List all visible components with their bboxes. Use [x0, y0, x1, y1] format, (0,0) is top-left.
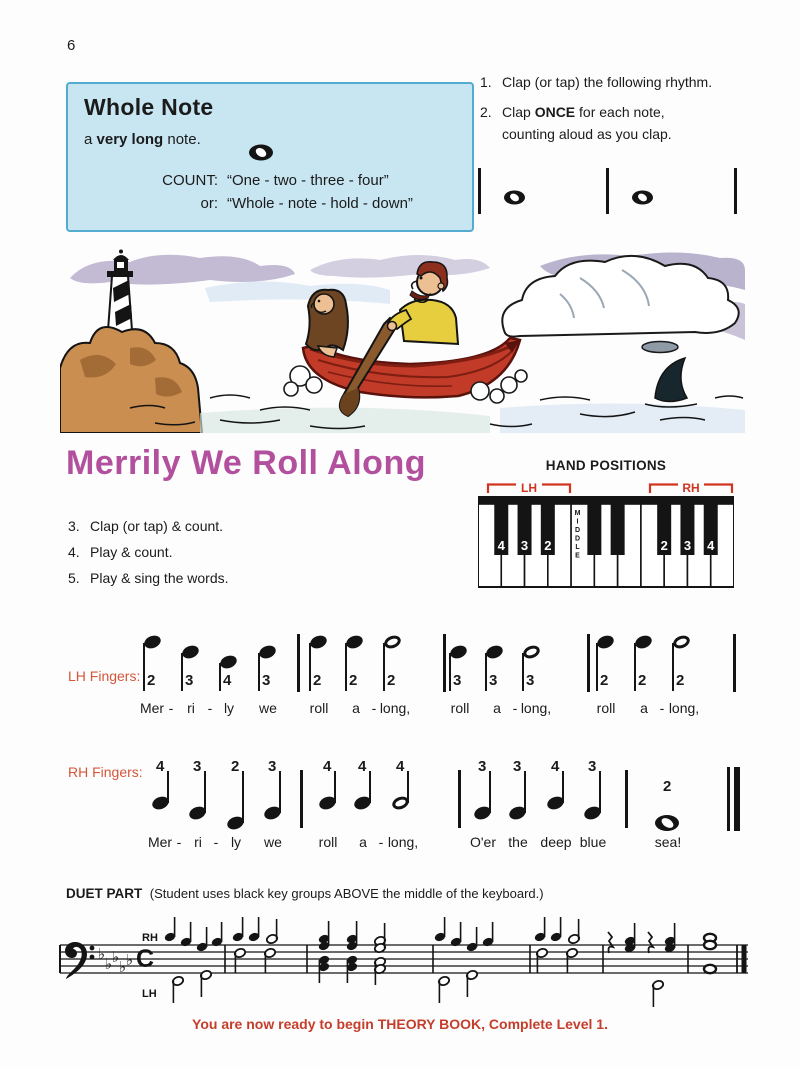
rocks [60, 327, 202, 433]
barline [606, 168, 609, 214]
lyric-syllable: a [493, 700, 501, 716]
finger-number: 2 [147, 672, 156, 689]
lyric-syllable: deep [540, 834, 572, 850]
note-stem [258, 653, 260, 691]
finger-number: 2 [663, 778, 672, 795]
finger-number: 3 [489, 672, 498, 689]
finger-number: 3 [268, 758, 277, 775]
finger-number: 3 [185, 672, 194, 689]
note-stem [279, 771, 281, 813]
note-stem [143, 643, 145, 691]
note-stem [485, 653, 487, 691]
rowboat-illustration [60, 248, 745, 433]
keyboard-diagram [478, 480, 734, 594]
lyric-syllable: ly [223, 700, 235, 716]
step-2-number: 2. [480, 104, 492, 120]
note-stem [634, 643, 636, 691]
note-stem [181, 653, 183, 691]
duet-part-label: DUET PART [66, 886, 143, 901]
lyric-syllable: the [508, 834, 528, 850]
lyric-syllable: roll [309, 700, 329, 716]
whole-note-info-box [66, 82, 474, 232]
duet-lh-label: LH [142, 988, 157, 1000]
barline [297, 634, 300, 692]
whole-note-icon [248, 144, 274, 166]
barline [458, 770, 461, 828]
whole-note-icon [503, 190, 526, 210]
lyric-syllable: we [259, 700, 277, 716]
lyric-syllable: roll [450, 700, 470, 716]
lyric-syllable: long, [379, 700, 411, 716]
staff-lines [60, 945, 748, 973]
finger-number: 3 [526, 672, 535, 689]
or-text: “Whole - note - hold - down” [227, 195, 413, 212]
note-stem [204, 771, 206, 813]
finger-number: 4 [156, 758, 165, 775]
cloud-shape [310, 255, 490, 278]
hand-positions-title: HAND POSITIONS [545, 458, 667, 473]
barline [734, 168, 737, 214]
lyric-syllable: roll [318, 834, 338, 850]
svg-text:♭: ♭ [105, 956, 113, 973]
barline [478, 168, 481, 214]
lyric-syllable: blue [579, 834, 607, 850]
finger-number: 4 [358, 758, 367, 775]
step-4-text: Play & count. [90, 544, 173, 560]
info-box-subtitle: a very long note. [84, 131, 201, 148]
lyric-syllable: a [640, 700, 648, 716]
note-stem [522, 653, 524, 691]
final-barline-thin [727, 767, 730, 831]
key-signature-flats [98, 946, 133, 976]
note-stem [672, 643, 674, 691]
final-barline-thick [734, 767, 740, 831]
footer-note: You are now ready to begin THEORY BOOK, Complete Level 1. [192, 1016, 608, 1032]
note-stem [309, 643, 311, 691]
note-stem [489, 771, 491, 813]
note-stem [599, 771, 601, 813]
finger-number: 4 [551, 758, 560, 775]
step-2-line2: counting aloud as you clap. [502, 126, 672, 142]
water-tint [500, 403, 745, 433]
note-stem [383, 643, 385, 691]
lyric-syllable: O'er [469, 834, 497, 850]
note-stem [407, 771, 409, 803]
svg-text:♭: ♭ [112, 949, 120, 966]
note-stem [219, 663, 221, 691]
quarter-rest-icon [608, 932, 613, 953]
count-row [68, 172, 472, 189]
song-title: Merrily We Roll Along [66, 444, 426, 482]
woman-figure [306, 290, 348, 357]
cloud-shape [70, 255, 295, 285]
finger-number: 2 [313, 672, 322, 689]
lyric-syllable: - [207, 700, 213, 716]
or-label: or: [200, 195, 218, 212]
lyric-syllable: we [264, 834, 282, 850]
svg-text:3: 3 [683, 538, 692, 553]
svg-text:♭: ♭ [119, 959, 127, 976]
lh-fingers-label: LH Fingers: [68, 668, 141, 684]
lyric-syllable: - [213, 834, 219, 850]
finger-number: 4 [223, 672, 232, 689]
step-2-text: Clap ONCE for each note, [502, 104, 665, 120]
finger-number: 4 [396, 758, 405, 775]
or-row [68, 195, 472, 212]
step-3-number: 3. [68, 518, 80, 534]
lyric-syllable: - [378, 834, 384, 850]
lyric-syllable: - [176, 834, 182, 850]
step-1-text: Clap (or tap) the following rhythm. [502, 74, 713, 90]
rh-fingers-label: RH Fingers: [68, 764, 143, 780]
lh-bracket-label: LH [521, 481, 537, 495]
duet-rh-label: RH [142, 932, 158, 944]
note-stem [334, 771, 336, 803]
lyric-syllable: Mer [139, 700, 165, 716]
count-text: “One - two - three - four” [227, 172, 389, 189]
barline [587, 634, 590, 692]
lyric-syllable: - [371, 700, 377, 716]
step-5-number: 5. [68, 570, 80, 586]
note-stem [167, 771, 169, 803]
barline [733, 634, 736, 692]
finger-number: 2 [349, 672, 358, 689]
lyric-syllable: long, [668, 700, 700, 716]
svg-text:2: 2 [544, 538, 552, 553]
info-box-title: Whole Note [84, 94, 214, 120]
lyric-syllable: - [168, 700, 174, 716]
note-stem [449, 653, 451, 691]
lyric-syllable: a [359, 834, 367, 850]
note-stem [345, 643, 347, 691]
duet-staff [58, 905, 753, 1015]
finger-number: 2 [231, 758, 240, 775]
svg-text:4: 4 [497, 538, 505, 553]
step-3-text: Clap (or tap) & count. [90, 518, 224, 534]
duet-part-note: (Student uses black key groups ABOVE the middle of the keyboard.) [149, 886, 544, 901]
svg-text:♭: ♭ [126, 952, 134, 969]
svg-text:2: 2 [660, 538, 668, 553]
middle-c-label: MIDDLE [574, 510, 581, 561]
page-number: 6 [67, 37, 76, 54]
note-stem [242, 771, 244, 823]
lyric-syllable: roll [596, 700, 616, 716]
lyric-syllable: sea! [654, 834, 682, 850]
finger-number: 2 [676, 672, 685, 689]
whole-note-head [704, 941, 716, 949]
note-stem [562, 771, 564, 803]
finger-number: 3 [453, 672, 462, 689]
note-stem [596, 643, 598, 691]
quarter-rest-icon [648, 932, 653, 953]
barline [300, 770, 303, 828]
time-signature: C [136, 945, 155, 973]
duet-notes [164, 917, 716, 1007]
sky-wash [205, 281, 390, 304]
lyric-syllable: ri [187, 700, 195, 716]
lyric-syllable: - [512, 700, 518, 716]
rh-bracket-label: RH [682, 481, 700, 495]
duet-part-heading [66, 886, 544, 901]
lyric-syllable: a [352, 700, 360, 716]
finger-number: 2 [387, 672, 396, 689]
step-4 [68, 544, 173, 560]
lyric-syllable: long, [387, 834, 419, 850]
whole-note-icon [631, 190, 654, 210]
step-3 [68, 518, 223, 534]
lyric-syllable: Mer [147, 834, 173, 850]
lyric-syllable: ly [230, 834, 242, 850]
finger-number: 3 [262, 672, 271, 689]
barline [625, 770, 628, 828]
lyric-syllable: ri [194, 834, 202, 850]
step-1-number: 1. [480, 74, 492, 90]
lyric-syllable: long, [520, 700, 552, 716]
svg-text:4: 4 [707, 538, 715, 553]
finger-number: 3 [588, 758, 597, 775]
finger-number: 4 [323, 758, 332, 775]
lyric-syllable: - [659, 700, 665, 716]
step-5-text: Play & sing the words. [90, 570, 229, 586]
whole-note-head [655, 815, 679, 831]
step-4-number: 4. [68, 544, 80, 560]
finger-number: 2 [638, 672, 647, 689]
step-2 [480, 104, 665, 120]
barline [443, 634, 446, 692]
note-stem [369, 771, 371, 803]
whole-note-head [704, 965, 716, 973]
finger-number: 2 [600, 672, 609, 689]
finger-number: 3 [193, 758, 202, 775]
white-keys [478, 504, 734, 587]
svg-text:3: 3 [520, 538, 529, 553]
shark-fin [655, 358, 687, 402]
note-stem [524, 771, 526, 813]
svg-text:♭: ♭ [98, 946, 106, 963]
finger-number: 3 [513, 758, 522, 775]
rock-island [642, 342, 678, 353]
finger-number: 3 [478, 758, 487, 775]
count-label: COUNT: [162, 172, 218, 189]
step-1 [480, 74, 712, 90]
step-5 [68, 570, 229, 586]
